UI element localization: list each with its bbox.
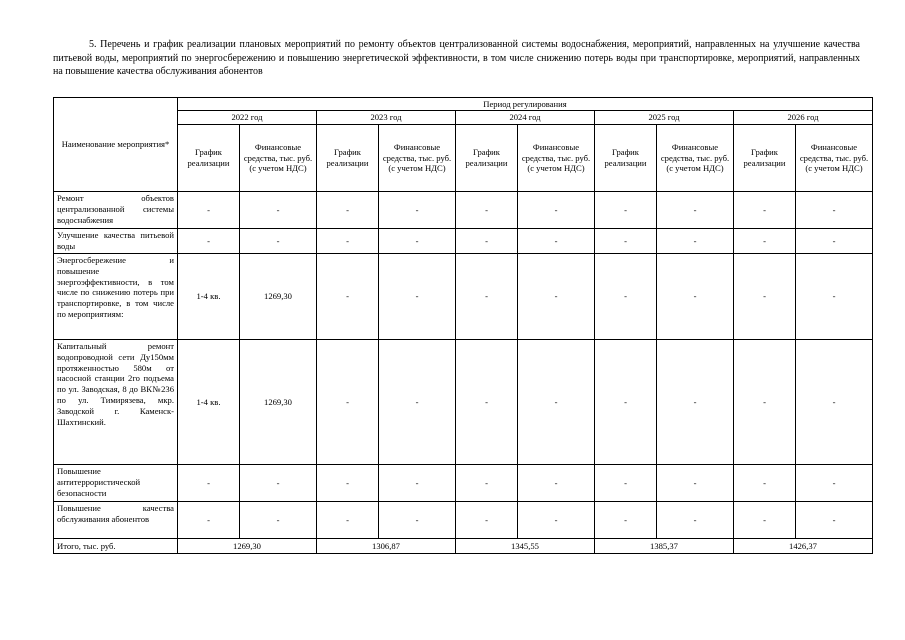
table-cell: 1269,30: [240, 254, 317, 340]
table-cell: -: [734, 465, 796, 502]
table-cell: -: [796, 229, 873, 254]
row-name: Повышение качества обслуживания абонентов: [54, 502, 178, 539]
row-name: Повышение антитеррористической безопасности: [54, 465, 178, 502]
total-row: [54, 539, 873, 554]
header-finance-cell: Финансовые средства, тыс. руб. (с учетом НДС): [518, 125, 595, 192]
header-finance-cell: Финансовые средства, тыс. руб. (с учетом НДС): [240, 125, 317, 192]
header-schedule-cell: График реализации: [178, 125, 240, 192]
table-cell: -: [379, 340, 456, 465]
table-cell: -: [595, 465, 657, 502]
header-row-period: [54, 98, 873, 111]
table-cell: -: [796, 192, 873, 229]
table-cell: -: [518, 340, 595, 465]
table-cell: -: [379, 192, 456, 229]
table-cell: -: [456, 229, 518, 254]
table-cell: -: [317, 229, 379, 254]
table-cell: -: [178, 229, 240, 254]
header-year-2025: 2025 год: [595, 111, 734, 125]
table-cell: -: [518, 465, 595, 502]
table-cell: -: [518, 192, 595, 229]
table-cell: -: [240, 229, 317, 254]
table-cell: -: [734, 340, 796, 465]
table-row: [54, 254, 873, 340]
table-cell: -: [595, 192, 657, 229]
header-finance-cell: Финансовые средства, тыс. руб. (с учетом НДС): [796, 125, 873, 192]
table-cell: -: [317, 502, 379, 539]
table-row: [54, 502, 873, 539]
header-schedule-cell: График реализации: [595, 125, 657, 192]
table-cell: -: [178, 502, 240, 539]
header-name-cell: Наименование мероприятия*: [54, 98, 178, 192]
table-row: [54, 340, 873, 465]
table-cell: -: [178, 192, 240, 229]
header-finance-cell: Финансовые средства, тыс. руб. (с учетом НДС): [657, 125, 734, 192]
table-cell: 1269,30: [240, 340, 317, 465]
header-year-2022: 2022 год: [178, 111, 317, 125]
table-cell: -: [240, 465, 317, 502]
table-cell: -: [518, 229, 595, 254]
table-row: [54, 229, 873, 254]
header-year-2026: 2026 год: [734, 111, 873, 125]
table-cell: -: [734, 502, 796, 539]
table-cell: -: [456, 192, 518, 229]
table-cell: -: [734, 192, 796, 229]
table-cell: -: [595, 254, 657, 340]
table-cell: -: [518, 502, 595, 539]
table-cell: -: [456, 502, 518, 539]
row-name: Ремонт объектов централизованной системы водоснабжения: [54, 192, 178, 229]
table-cell: -: [734, 229, 796, 254]
row-name: Энергосбережение и повышение энергоэффективности, в том числе по снижению потерь при транспортировке, в том числе по мероприятиям:: [54, 254, 178, 340]
intro-paragraph: [53, 38, 860, 79]
table-cell: -: [796, 340, 873, 465]
table-cell: -: [518, 254, 595, 340]
header-year-2023: 2023 год: [317, 111, 456, 125]
table-cell: -: [240, 502, 317, 539]
table-cell: -: [456, 465, 518, 502]
table-cell: -: [657, 465, 734, 502]
table-cell: -: [796, 254, 873, 340]
table-cell: -: [657, 340, 734, 465]
header-schedule-cell: График реализации: [734, 125, 796, 192]
table-cell: -: [456, 340, 518, 465]
table-cell: -: [456, 254, 518, 340]
row-name: Улучшение качества питьевой воды: [54, 229, 178, 254]
header-finance-cell: Финансовые средства, тыс. руб. (с учетом НДС): [379, 125, 456, 192]
table-cell: -: [796, 465, 873, 502]
intro-text: 5. Перечень и график реализации плановых мероприятий по ремонту объектов централизованной системы водоснабжения, мероприятий, направленных на улучшение качества питьевой воды, мероприятий по энергосбережению и повышению энергетической эффективности, в том числе снижению потерь воды при транспортировке, мероприятий, направленных на повышение качества обслуживания абонентов: [53, 39, 860, 77]
table-row: [54, 192, 873, 229]
plan-table: [53, 97, 873, 554]
header-period-cell: Период регулирования: [178, 98, 873, 111]
total-label: Итого, тыс. руб.: [54, 539, 178, 554]
table-cell: -: [595, 502, 657, 539]
table-cell: -: [657, 502, 734, 539]
table-cell: -: [595, 229, 657, 254]
table-cell: -: [379, 465, 456, 502]
header-schedule-cell: График реализации: [317, 125, 379, 192]
table-cell: 1-4 кв.: [178, 254, 240, 340]
table-cell: -: [379, 229, 456, 254]
table-cell: -: [317, 465, 379, 502]
table-cell: -: [178, 465, 240, 502]
table-cell: -: [657, 192, 734, 229]
table-cell: -: [379, 254, 456, 340]
table-row: [54, 465, 873, 502]
total-value-2025: 1385,37: [595, 539, 734, 554]
total-value-2023: 1306,87: [317, 539, 456, 554]
total-value-2022: 1269,30: [178, 539, 317, 554]
table-cell: -: [317, 340, 379, 465]
row-name: Капитальный ремонт водопроводной сети Ду150мм протяженностью 580м от насосной станции 2го подъема по ул. Заводская, 8 до ВК№236 по ул. Тимирязева, мкр. Заводской г. Каменск-Шахтинский.: [54, 340, 178, 465]
table-cell: -: [657, 229, 734, 254]
total-value-2026: 1426,37: [734, 539, 873, 554]
table-cell: -: [240, 192, 317, 229]
table-cell: -: [796, 502, 873, 539]
table-cell: 1-4 кв.: [178, 340, 240, 465]
total-value-2024: 1345,55: [456, 539, 595, 554]
table-cell: -: [657, 254, 734, 340]
header-year-2024: 2024 год: [456, 111, 595, 125]
table-cell: -: [595, 340, 657, 465]
table-cell: -: [379, 502, 456, 539]
header-schedule-cell: График реализации: [456, 125, 518, 192]
table-cell: -: [317, 192, 379, 229]
table-cell: -: [734, 254, 796, 340]
table-cell: -: [317, 254, 379, 340]
